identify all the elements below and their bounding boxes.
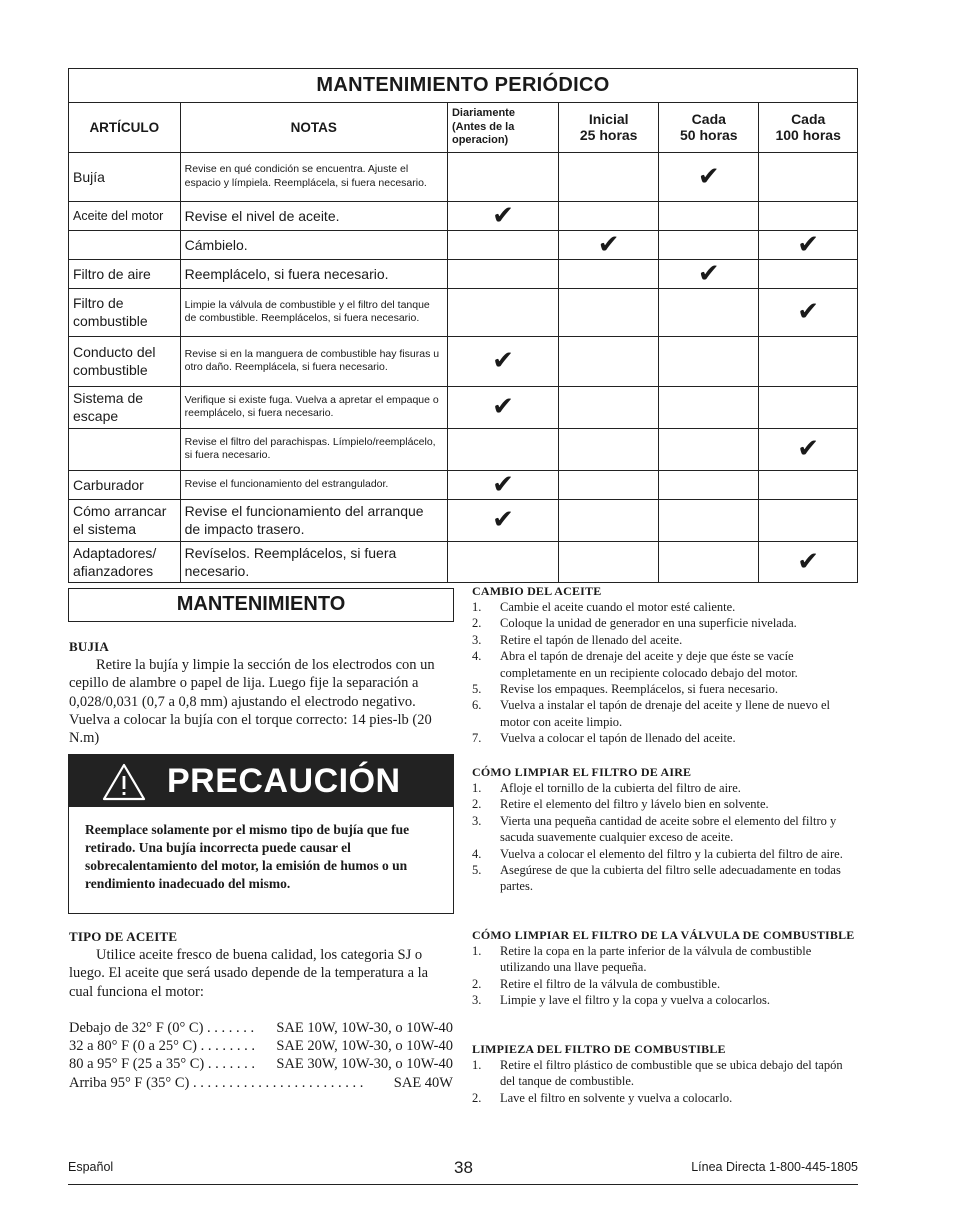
check-cell [447, 386, 558, 428]
footer-hotline: Línea Directa 1-800-445-1805 [691, 1160, 858, 1174]
check-cell [759, 259, 857, 288]
check-cell [759, 470, 857, 499]
row-item [69, 428, 180, 470]
caution-title: PRECAUCIÓN [167, 762, 401, 800]
check-cell [559, 470, 659, 499]
check-cell [659, 259, 759, 288]
check-cell [659, 152, 759, 201]
steps-list [472, 943, 860, 1009]
checkmark-icon: ✔ [697, 258, 720, 289]
check-cell [759, 152, 857, 201]
warning-icon [101, 762, 147, 802]
check-cell [447, 470, 558, 499]
check-cell [447, 230, 558, 259]
check-cell [659, 470, 759, 499]
fuel-filter-section [472, 1041, 860, 1106]
table-title: MANTENIMIENTO PERIÓDICO [69, 69, 857, 103]
list-item: 2. Lave el filtro en solvente y vuelva a colocarlo. [472, 1090, 733, 1105]
check-cell [759, 428, 857, 470]
row-note: Revise el funcionamiento del estrangulador. [180, 470, 447, 499]
row-item [69, 230, 180, 259]
list-item: 1. Retire la copa en la parte inferior de la válvula de combustible utilizando una llave pequeña. [472, 944, 812, 975]
table-row [69, 259, 857, 288]
list-item: 3. Limpie y lave el filtro y la copa y vuelva a colocarlos. [472, 993, 771, 1008]
check-cell [659, 428, 759, 470]
fuel-valve-filter-section [472, 927, 860, 1009]
maintenance-grid [69, 103, 857, 582]
oil-change-section [472, 583, 860, 747]
check-cell [447, 201, 558, 230]
oil-type-text: Utilice aceite fresco de buena calidad, los categoria SJ o luego. El aceite que será usado depende de la temperatura a la cual funciona el motor: [69, 947, 429, 1000]
checkmark-icon: ✔ [797, 546, 820, 577]
table-row [69, 470, 857, 499]
caution-banner [69, 755, 453, 807]
row-note: Revise el nivel de aceite. [180, 201, 447, 230]
checkmark-icon: ✔ [492, 505, 514, 535]
row-item: Aceite del motor [69, 201, 180, 230]
check-cell [659, 201, 759, 230]
check-cell [447, 541, 558, 582]
checkmark-icon: ✔ [492, 392, 514, 422]
row-note: Revise el funcionamiento del arranque de impacto trasero. [180, 499, 447, 541]
list-item: 3. Retire el tapón de llenado del aceite. [472, 632, 683, 647]
caution-text: Reemplace solamente por el mismo tipo de bujía que fue retirado. Una bujía incorrecta puede causar el sobrecalentamiento del motor, la emisión de humos o un rendimiento inadecuado del mismo. [85, 822, 410, 891]
check-cell [447, 428, 558, 470]
check-cell [559, 336, 659, 386]
check-cell [447, 152, 558, 201]
table-row [69, 230, 857, 259]
check-cell [559, 201, 659, 230]
table-row [69, 336, 857, 386]
section-heading: CAMBIO DEL ACEITE [472, 584, 602, 598]
check-cell [659, 541, 759, 582]
check-cell [559, 386, 659, 428]
table-row [69, 152, 857, 201]
spark-plug-text: Retire la bujía y limpie la sección de los electrodos con un cepillo de alambre o papel de lija. Luego fije la separación a 0,028/0,031 (0,7 a 0,8 mm) ajustando el electrodo negativo. Vuelva a colocar la bujía con el torque correcto: 14 pies-lb (20 N.m) [69, 657, 435, 747]
header-100h: Cada 100 horas [759, 103, 857, 152]
oil-type-section [69, 928, 453, 1001]
check-cell [759, 541, 857, 582]
checkmark-icon: ✔ [492, 469, 514, 500]
check-cell [447, 499, 558, 541]
list-item: 3. Vierta una pequeña cantidad de aceite sobre el elemento del filtro y sacuda suavemente cualquier exceso de aceite. [472, 813, 837, 845]
maintenance-table [68, 68, 858, 583]
section-heading: CÓMO LIMPIAR EL FILTRO DE LA VÁLVULA DE COMBUSTIBLE [472, 928, 855, 942]
footer-language: Español [68, 1160, 114, 1174]
list-item: 7. Vuelva a colocar el tapón de llenado del aceite. [472, 731, 736, 746]
table-row [69, 386, 857, 428]
table-row [69, 428, 857, 470]
oil-row: Debajo de 32° F (0° C) . . . . . . . SAE 10W, 10W-30, o 10W-40 [69, 1020, 453, 1036]
check-cell [559, 259, 659, 288]
row-item: Bujía [69, 152, 180, 201]
checkmark-icon: ✔ [492, 346, 514, 376]
check-cell [659, 230, 759, 259]
row-note: Limpie la válvula de combustible y el filtro del tanque de combustible. Reemplácelos, si fuera necesario. [180, 288, 447, 336]
row-note: Reemplácelo, si fuera necesario. [180, 259, 447, 288]
list-item: 5. Revise los empaques. Reemplácelos, si fuera necesario. [472, 682, 779, 697]
maintenance-heading: MANTENIMIENTO [68, 588, 454, 622]
check-cell [559, 428, 659, 470]
check-cell [759, 230, 857, 259]
row-note: Revise en qué condición se encuentra. Ajuste el espacio y límpiela. Reemplácela, si fuera necesario. [180, 152, 447, 201]
list-item: 4. Vuelva a colocar el elemento del filtro y la cubierta del filtro de aire. [472, 846, 843, 861]
row-note: Revise si en la manguera de combustible hay fisuras u otro daño. Reemplácela, si fuera necesario. [180, 336, 447, 386]
row-note: Verifique si existe fuga. Vuelva a apretar el empaque o reemplácelo, si fuera necesario. [180, 386, 447, 428]
checkmark-icon: ✔ [797, 297, 820, 327]
check-cell [759, 499, 857, 541]
header-notes: NOTAS [180, 103, 447, 152]
row-note: Cámbielo. [180, 230, 447, 259]
spark-plug-section [69, 638, 453, 747]
check-cell [447, 336, 558, 386]
check-cell [759, 288, 857, 336]
steps-list [472, 780, 860, 895]
checkmark-icon: ✔ [797, 229, 820, 260]
checkmark-icon: ✔ [697, 161, 720, 192]
list-item: 1. Afloje el tornillo de la cubierta del filtro de aire. [472, 781, 741, 795]
list-item: 5. Asegúrese de que la cubierta del filtro selle adecuadamente en todas partes. [472, 863, 841, 894]
oil-row: 32 a 80° F (0 a 25° C) . . . . . . . . SAE 20W, 10W-30, o 10W-40 [69, 1038, 453, 1055]
check-cell [659, 386, 759, 428]
list-item: 1. Retire el filtro plástico de combustible que se ubica debajo del tapón del tanque de combustible. [472, 1058, 843, 1089]
oil-row: Arriba 95° F (35° C) . . . . . . . . . . . . . . . . . . . . . . . . SAE 40W [69, 1074, 453, 1091]
row-item: Sistema de escape [69, 386, 180, 428]
header-daily: Diariamente (Antes de la operacion) [447, 103, 558, 152]
list-item: 2. Retire el filtro de la válvula de combustible. [472, 976, 721, 991]
row-note: Revise el filtro del parachispas. Límpielo/reemplácelo, si fuera necesario. [180, 428, 447, 470]
checkmark-icon: ✔ [597, 229, 620, 260]
row-item: Conducto del combustible [69, 336, 180, 386]
check-cell [759, 386, 857, 428]
table-row [69, 201, 857, 230]
list-item: 1. Cambie el aceite cuando el motor esté caliente. [472, 600, 736, 614]
header-initial: Inicial 25 horas [559, 103, 659, 152]
check-cell [759, 201, 857, 230]
check-cell [659, 288, 759, 336]
oil-row: 80 a 95° F (25 a 35° C) . . . . . . . SAE 30W, 10W-30, o 10W-40 [69, 1056, 453, 1073]
check-cell [559, 288, 659, 336]
row-note: Revíselos. Reemplácelos, si fuera necesario. [180, 541, 447, 582]
section-heading: LIMPIEZA DEL FILTRO DE COMBUSTIBLE [472, 1042, 726, 1056]
check-cell [559, 541, 659, 582]
steps-list [472, 599, 860, 747]
check-cell [447, 259, 558, 288]
page-number: 38 [454, 1158, 473, 1177]
table-row [69, 541, 857, 582]
list-item: 4. Abra el tapón de drenaje del aceite y deje que éste se vacíe completamente en un recipiente colocado debajo del motor. [472, 649, 798, 680]
spark-plug-heading: BUJIA [69, 639, 110, 654]
check-cell [659, 336, 759, 386]
table-row [69, 288, 857, 336]
row-item: Carburador [69, 470, 180, 499]
header-item: ARTÍCULO [69, 103, 180, 152]
check-cell [659, 499, 759, 541]
table-row [69, 499, 857, 541]
oil-type-heading: TIPO DE ACEITE [69, 929, 178, 944]
list-item: 2. Coloque la unidad de generador en una superficie nivelada. [472, 616, 797, 631]
checkmark-icon: ✔ [492, 200, 514, 231]
check-cell [447, 288, 558, 336]
oil-table [69, 1019, 453, 1092]
row-item: Adaptadores/ afianzadores [69, 541, 180, 582]
air-filter-section [472, 764, 860, 895]
header-50h: Cada 50 horas [659, 103, 759, 152]
check-cell [559, 152, 659, 201]
row-item: Filtro de combustible [69, 288, 180, 336]
section-heading: CÓMO LIMPIAR EL FILTRO DE AIRE [472, 765, 692, 779]
row-item: Cómo arrancar el sistema [69, 499, 180, 541]
list-item: 2. Retire el elemento del filtro y lávelo bien en solvente. [472, 797, 769, 812]
caution-box [68, 754, 454, 914]
page-footer [68, 1158, 858, 1185]
checkmark-icon: ✔ [797, 434, 820, 464]
check-cell [559, 230, 659, 259]
list-item: 6. Vuelva a instalar el tapón de drenaje del aceite y llene de nuevo el motor con aceite limpio. [472, 698, 830, 729]
steps-list [472, 1057, 860, 1106]
check-cell [559, 499, 659, 541]
check-cell [759, 336, 857, 386]
row-item: Filtro de aire [69, 259, 180, 288]
